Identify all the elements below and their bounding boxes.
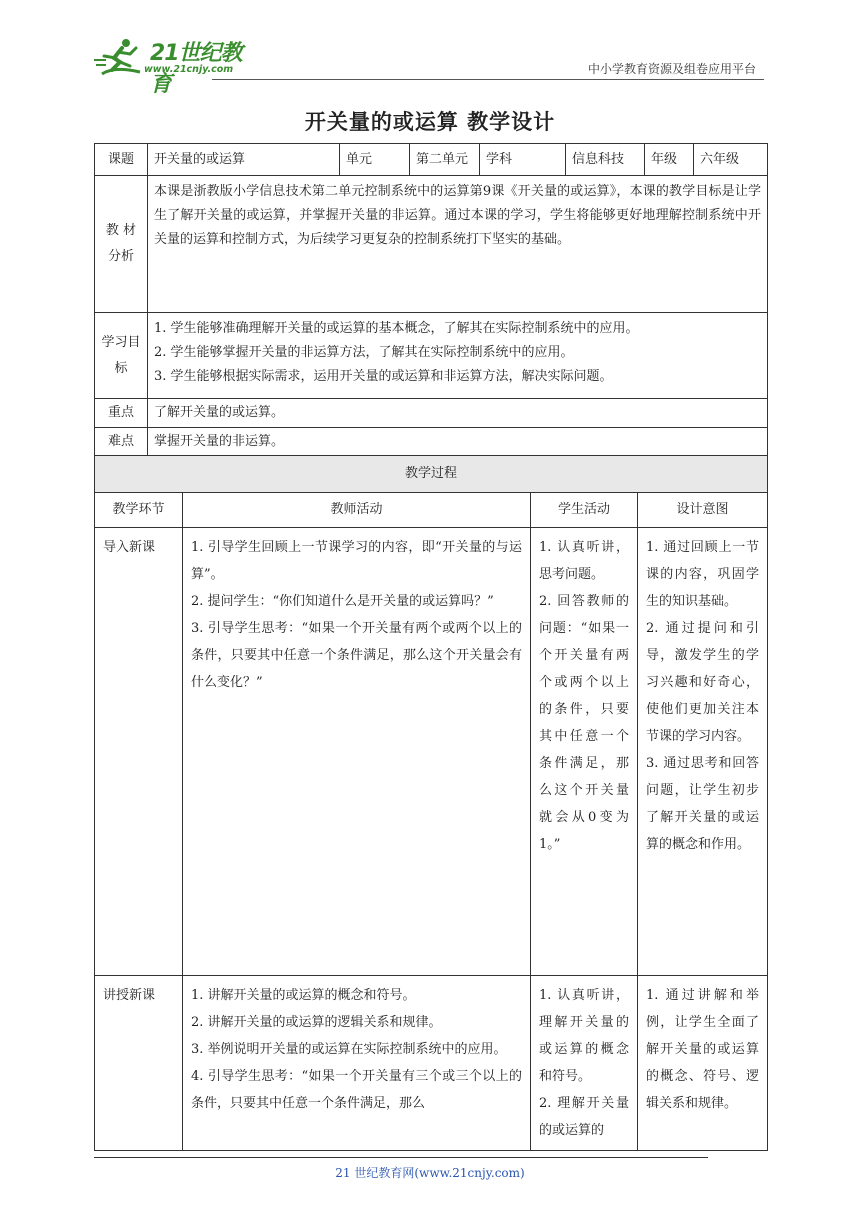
logo-url: www.21cnjy.com [144,64,234,75]
footer-link[interactable]: 21 世纪教育网(www.21cnjy.com) [335,1166,525,1180]
subject-label: 学科 [480,144,566,176]
subject-value: 信息科技 [566,144,645,176]
teacher-cell [183,528,531,976]
page-title: 开关量的或运算 教学设计 [304,109,556,134]
goal-item: 1. 学生能够准确理解开关量的或运算的基本概念，了解其在实际控制系统中的应用。 [154,321,639,336]
header-teacher: 教师活动 [183,493,531,528]
header-student: 学生活动 [531,493,638,528]
teacher-item: 2. 提问学生：“你们知道什么是开关量的或运算吗？” [191,594,494,609]
header-intent: 设计意图 [638,493,768,528]
stage-cell: 导入新课 [95,528,183,976]
goal-item: 3. 学生能够根据实际需求，运用开关量的或运算和非运算方法，解决实际问题。 [154,369,613,384]
unit-label: 单元 [340,144,410,176]
intent-item: 3. 通过思考和回答问题，让学生初步了解开关量的或运算的概念和作用。 [646,756,760,852]
teacher-item: 2. 讲解开关量的或运算的逻辑关系和规律。 [191,1015,442,1030]
teacher-item: 1. 引导学生回顾上一节课学习的内容，即“开关量的与运算”。 [191,540,522,582]
process-table [94,455,768,1151]
teacher-item: 3. 引导学生思考：“如果一个开关量有两个或两个以上的条件，只要其中任意一个条件满足，那么这个开关量会有什么变化？” [191,621,522,690]
table-row [95,528,768,976]
teacher-item: 4. 引导学生思考：“如果一个开关量有三个或三个以上的条件，只要其中任意一个条件满足，那么 [191,1069,522,1111]
logo-text: 21世纪教育 [150,41,242,97]
intent-cell [638,528,768,976]
analysis-text: 本课是浙教版小学信息技术第二单元控制系统中的运算第9课《开关量的或运算》，本课的教学目标是让学生了解开关量的或运算，并掌握开关量的非运算。通过本课的学习，学生将能够更好地理解控制系统中开关量的运算和控制方式，为后续学习更复杂的控制系统打下坚实的基础。 [148,176,768,313]
page-header [92,28,764,97]
analysis-label: 教 材分析 [95,176,148,313]
student-cell [531,976,638,1151]
grade-value: 六年级 [694,144,768,176]
header-stage: 教学环节 [95,493,183,528]
course-value: 开关量的或运算 [148,144,340,176]
unit-value: 第二单元 [410,144,480,176]
key-point-text: 了解开关量的或运算。 [148,399,768,428]
intent-item: 1. 通过讲解和举例，让学生全面了解开关量的或运算的概念、符号、逻辑关系和规律。 [646,988,760,1111]
table-row [95,976,768,1151]
difficulty-text: 掌握开关量的非运算。 [148,428,768,457]
logo [92,36,262,97]
student-item: 1. 认真听讲，思考问题。 [539,540,629,582]
student-item: 1. 认真听讲，理解开关量的或运算的概念和符号。 [539,988,629,1084]
process-title: 教学过程 [95,456,768,493]
stage-cell: 讲授新课 [95,976,183,1151]
grade-label: 年级 [645,144,694,176]
course-label: 课题 [95,144,148,176]
intent-item: 2. 通过提问和引导，激发学生的学习兴趣和好奇心，使他们更加关注本节课的学习内容。 [646,621,760,744]
info-table [94,143,768,457]
runner-logo-icon [92,36,148,78]
key-point-label: 重点 [95,399,148,428]
goals-label: 学习目标 [95,313,148,399]
goal-item: 2. 学生能够掌握开关量的非运算方法，了解其在实际控制系统中的应用。 [154,345,574,360]
difficulty-label: 难点 [95,428,148,457]
goals-list [148,313,768,399]
intent-cell [638,976,768,1151]
student-item: 2. 理解开关量的或运算的 [539,1096,629,1138]
student-item: 2. 回答教师的问题：“如果一个开关量有两个或两个以上的条件，只要其中任意一个条件满足，那么这个开关量就会从0变为1。” [539,594,629,852]
header-divider [212,79,764,80]
teacher-item: 1. 讲解开关量的或运算的概念和符号。 [191,988,416,1003]
student-cell [531,528,638,976]
teacher-cell [183,976,531,1151]
footer-divider [94,1157,708,1158]
intent-item: 1. 通过回顾上一节课的内容，巩固学生的知识基础。 [646,540,760,609]
teacher-item: 3. 举例说明开关量的或运算在实际控制系统中的应用。 [191,1042,507,1057]
platform-name: 中小学教育资源及组卷应用平台 [587,62,756,76]
